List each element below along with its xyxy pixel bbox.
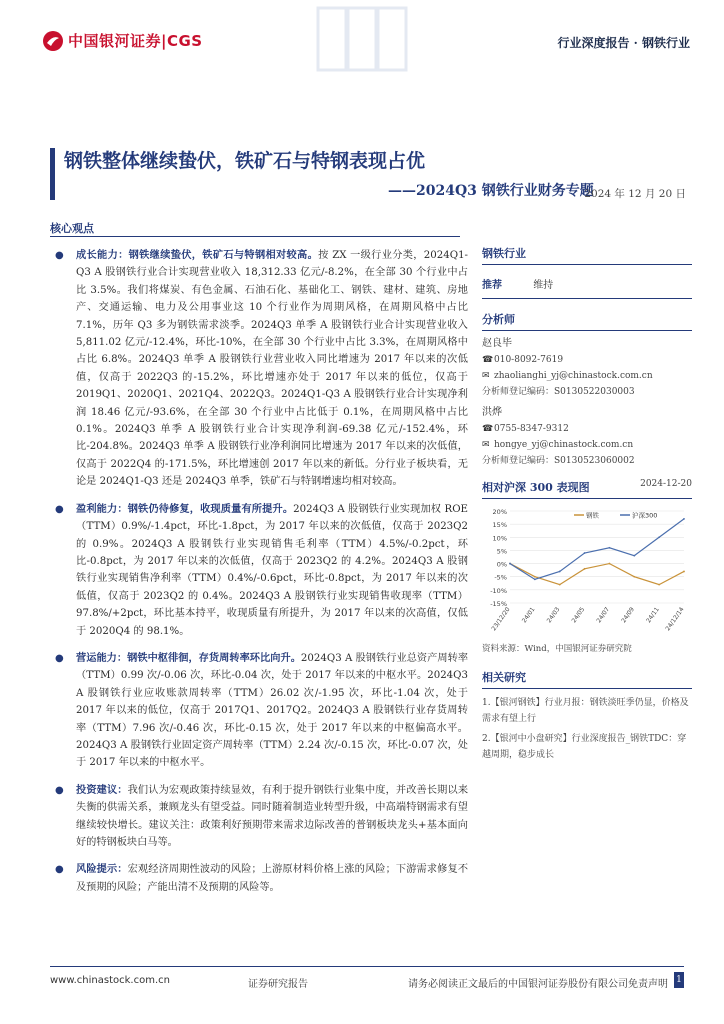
bullet-body: 2024Q3 A 股钢铁行业总资产周转率（TTM）0.99 次/-0.06 次，环比-0.04 次，处于 2017 年以来的中枢水平。2024Q3 A 股钢铁行业应收账款周转率（TTM）26.02 次/-1.95 次，环比-1.04 次，处于 2017 年以来的低位，仅高于 2017Q1、2017Q2。2024Q3 A 股钢铁行业存货周转率（TTM）7.96 次/-0.46 次，环比-0.15 次，处于 2017 年以来的中枢偏高水平。2024Q3 A 股钢铁行业固定资产周转率（TTM）2.24 次/-0.15 次，环比-0.07 次，处于 2017 年以来的中枢水平。 — [76, 652, 469, 769]
bullet-head: 风险提示： — [76, 863, 128, 876]
data-point — [683, 571, 685, 573]
bullet-head: 成长能力：钢铁继续蛰伏，铁矿石与特钢相对较高。 — [76, 249, 319, 261]
related-label: 相关研究 — [482, 669, 692, 689]
analyst-name: 赵良毕 — [482, 338, 512, 349]
header — [0, 0, 724, 80]
bullet-icon: ● — [55, 784, 64, 796]
series-line-steel — [510, 564, 684, 585]
chart-source: 资料来源：Wind，中国银河证券研究院 — [482, 644, 632, 654]
analyst-phone: ☎0755-8347-9312 — [482, 421, 692, 437]
report-title: 钢铁整体继续蛰伏，铁矿石与特钢表现占优 — [64, 150, 426, 172]
analyst-cert: 分析师登记编码：S0130523060002 — [482, 456, 635, 466]
x-tick-label: 24/12/14 — [664, 606, 686, 633]
data-point — [534, 576, 536, 578]
bullet-head: 投资建议： — [76, 783, 128, 796]
bullet-icon: ● — [55, 503, 64, 515]
chart-header — [482, 479, 692, 499]
x-tick-label: 24/09 — [620, 606, 636, 625]
x-tick-label: 24/11 — [645, 606, 661, 625]
data-point — [559, 584, 561, 586]
y-tick-label: 10% — [492, 534, 507, 543]
bullet-head: 营运能力：钢铁中枢徘徊，存货周转率环比向升。 — [76, 651, 301, 664]
relative-performance-chart — [482, 503, 692, 641]
analyst-label: 分析师 — [482, 311, 692, 331]
bullet-body: 2024Q3 A 股钢铁行业实现加权 ROE（TTM）0.9%/-1.4pct，环比-1.8pct，为 2017 年以来的次低值，仅高于 2023Q2 的 0.9%。2024Q3 A 股钢铁行业实现销售毛利率（TTM）4.5%/-0.2pct，环比-0.8pct，为 2017 年以来的次低值，仅高于 2023Q2 的 4.2%。2024Q3 A 股钢铁行业实现销售净利率（TTM）0.4%/-0.6pct，环比-0.8pct，为 2017 年以来的次低值，仅高于 2023Q2 的 0.4%。2024Q3 A 股钢铁行业实现销售收现率（TTM）97.8%/+2pct，环比基本持平，收现质量有所提升，为 2017 年以来的次高值，仅低于 2020Q4 的 98.1%。 — [76, 503, 468, 637]
data-point — [534, 578, 536, 580]
title-accent-bar — [50, 148, 55, 200]
industry-label: 钢铁行业 — [482, 245, 692, 265]
y-tick-label: 5% — [496, 547, 507, 556]
data-point — [658, 584, 660, 586]
bullet-body: 宏观经济周期性波动的风险；上游原材料价格上涨的风险；下游需求修复不及预期的风险；产能出清不及预期的风险等。 — [76, 864, 469, 893]
y-tick-label: 0% — [496, 560, 507, 569]
data-point — [658, 536, 660, 538]
report-type: 行业深度报告 · 钢铁行业 — [557, 36, 690, 50]
chart-label: 相对沪深 300 表现图 — [482, 481, 590, 494]
rating-row — [482, 277, 692, 299]
cgs-watermark-icon — [316, 6, 408, 72]
data-point — [559, 571, 561, 573]
rating-label: 推荐 — [482, 280, 502, 291]
core-view-list — [50, 247, 468, 906]
related-item-1[interactable]: 1.【银河钢铁】行业月报：钢铁淡旺季仍显，价格及需求有望上行 — [482, 698, 689, 724]
related-item-2[interactable]: 2.【银河中小盘研究】行业深度报告_钢铁TDC：穿越周期，稳步成长 — [482, 734, 687, 760]
core-view-label: 核心观点 — [50, 222, 94, 235]
report-date: 2024 年 12 月 20 日 — [584, 188, 686, 200]
footer-url[interactable]: www.chinastock.com.cn — [50, 975, 170, 986]
bullet-icon: ● — [55, 250, 64, 261]
phone-icon: ☎ — [482, 424, 494, 434]
bullet-growth — [50, 247, 468, 491]
data-point — [584, 552, 586, 554]
bullet-profitability — [50, 501, 468, 640]
bullet-body: 按 ZX 一级行业分类，2024Q1-Q3 A 股钢铁行业合计实现营业收入 18,312.33 亿元/-8.2%，在全部 30 个行业中占比 3.5%。我们将煤炭、有色金属、石油石化、基础化工、钢铁、建材、建筑、房地产、交通运输、电力及公用事业这 10 个行业作为周期风格，在周期风格中占比 7.1%，历年 Q3 多为钢铁需求淡季。2024Q3 单季 A 股钢铁行业合计实现营业收入 5,811.02 亿元/-12.4%，环比-10%，在全部 30 个行业中占比 3.3%，在周期风格中占比 6.8%。2024Q3 单季 A 股钢铁行业营业收入同比增速为 2017 年以来的次低值，仅高于 2022Q3 的-15.2%，环比增速亦处于 2017 年以来的低位，仅高于 2019Q1、2020Q1、2021Q4、2022Q3。2024Q1-Q3 A 股钢铁行业合计实现净利润 18.46 亿元/-93.6%，在全部 30 个行业中占比低于 0.1%，在周期风格中占比 0.1%。2024Q3 单季 A 股钢铁行业合计实现净利润-69.38 亿元/-152.4%，环比-204.8%。2024Q3 单季 A 股钢铁行业净利润同比增速为 2017 年以来的次低值，仅高于 2022Q4 的-171.5%，环比增速创 2017 年以来的新低。分行业子板块看，无论是 2024Q1-Q3 还是 2024Q3 单季，铁矿石与特钢增速均相对较高。 — [76, 250, 469, 488]
x-tick-label: 24/03 — [545, 606, 562, 625]
y-tick-label: -15% — [490, 600, 507, 608]
footer-divider — [50, 966, 684, 967]
x-tick-label: 24/01 — [520, 606, 537, 625]
data-point — [633, 555, 635, 557]
data-point — [584, 568, 586, 570]
analyst-cert: 分析师登记编码：S0130522030003 — [482, 387, 635, 397]
mail-icon: ✉ — [482, 440, 490, 450]
x-tick-label: 24/05 — [570, 606, 587, 625]
legend-label: 沪深300 — [632, 511, 658, 520]
bullet-investment — [50, 782, 468, 852]
y-tick-label: 15% — [492, 521, 507, 530]
data-point — [509, 563, 511, 565]
bullet-head: 盈利能力：钢铁仍待修复，收现质量有所提升。 — [76, 502, 294, 515]
logo-icon — [42, 30, 64, 52]
y-tick-label: 20% — [492, 508, 507, 516]
bullet-icon: ● — [55, 864, 64, 876]
analyst-email[interactable]: ✉ hongye_yj@chinastock.com.cn — [482, 437, 692, 453]
bullet-operation — [50, 650, 468, 772]
x-tick-label: 23/12/20 — [490, 606, 512, 633]
y-tick-label: -5% — [494, 573, 507, 582]
mail-icon: ✉ — [482, 371, 490, 381]
bullet-icon: ● — [55, 652, 64, 664]
brand-logo-text: 中国银河证券|CGS — [68, 32, 203, 50]
sidebar — [482, 245, 692, 763]
bullet-body: 我们认为宏观政策持续显效，有利于提升钢铁行业集中度，并改善长期以来失衡的供需关系，兼顾龙头有望受益。同时随着制造业转型升级，中高端特钢需求有望继续较快增长。建议关注：政策利好预期带来需求边际改善的普钢板块龙头+基本面向好的特钢板块白马等。 — [76, 784, 469, 848]
chart-svg — [482, 503, 692, 641]
y-tick-label: -10% — [490, 586, 507, 595]
chart-date: 2024-12-20 — [640, 479, 692, 489]
divider — [50, 236, 460, 237]
page-number: 1 — [674, 972, 684, 988]
analyst-1 — [482, 335, 692, 400]
rating-value: 维持 — [533, 280, 554, 291]
series-line-hs300 — [510, 519, 684, 579]
analyst-phone: ☎010-8092-7619 — [482, 352, 692, 368]
x-tick-label: 24/07 — [595, 606, 612, 625]
footer-disclaimer: 请务必阅读正文最后的中国银河证券股份有限公司免责声明 — [408, 979, 668, 990]
legend-label: 钢铁 — [586, 511, 599, 520]
data-point — [609, 563, 611, 565]
data-point — [633, 576, 635, 578]
report-subtitle: ——2024Q3 钢铁行业财务专题 — [388, 183, 594, 199]
data-point — [609, 547, 611, 549]
data-point — [683, 518, 685, 520]
bullet-risk — [50, 861, 468, 896]
analyst-2 — [482, 404, 692, 469]
footer-doc-type: 证券研究报告 — [248, 979, 308, 990]
analyst-email[interactable]: ✉ zhaolianghi_yj@chinastock.com.cn — [482, 368, 692, 384]
analyst-name: 洪烨 — [482, 407, 502, 418]
phone-icon: ☎ — [482, 355, 494, 365]
